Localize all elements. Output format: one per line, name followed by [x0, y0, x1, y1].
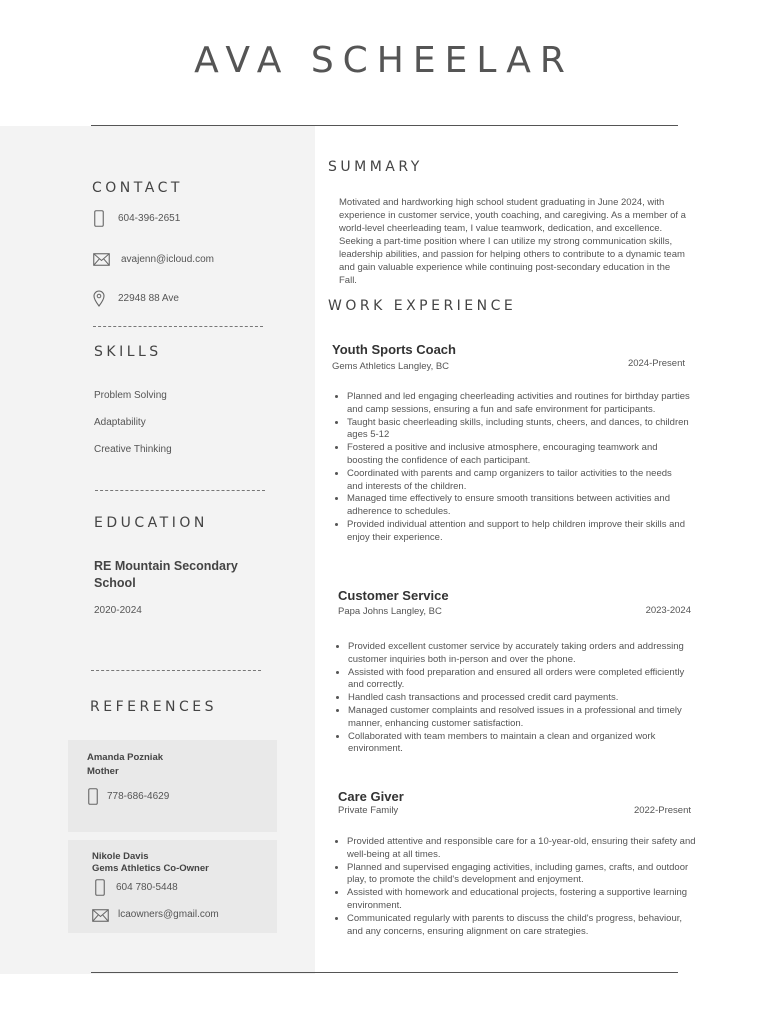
reference-phone[interactable]: 778-686-4629 [107, 791, 170, 802]
job-title: Care Giver [338, 789, 404, 804]
job-bullets [333, 641, 698, 756]
job-title: Youth Sports Coach [332, 342, 456, 357]
list-item: • Taught basic cheerleading skills, including stunts, cheers, and dances, to children ages 5-12 [347, 417, 690, 443]
skills-divider [95, 490, 265, 491]
job-title: Customer Service [338, 588, 449, 603]
list-item: • Assisted with food preparation and ensured all orders were completed efficiently and correctly. [348, 667, 698, 693]
skill-item: Adaptability [94, 417, 146, 428]
reference-role: Gems Athletics Co-Owner [92, 863, 209, 874]
list-item: • Assisted with homework and educational projects, fostering a supportive learning environment. [347, 887, 699, 913]
education-years: 2020-2024 [94, 605, 142, 616]
contact-phone[interactable]: 604-396-2651 [118, 213, 181, 224]
contact-divider [93, 326, 263, 327]
list-item: • Managed time effectively to ensure smooth transitions between activities and adherence to schedules. [347, 493, 690, 519]
resume-name: AVA SCHEELAR [194, 40, 574, 81]
references-heading: REFERENCES [90, 699, 218, 715]
list-item: • Provided attentive and responsible care for a 10-year-old, ensuring their safety and well-being at all times. [347, 836, 699, 862]
list-item: • Managed customer complaints and resolved issues in a professional and timely manner, enhancing customer satisfaction. [348, 705, 698, 731]
job-company: Private Family [338, 805, 399, 816]
list-item: • Fostered a positive and inclusive atmosphere, encouraging teamwork and boosting the confidence of each participant. [347, 442, 690, 468]
work-heading: WORK EXPERIENCE [328, 298, 517, 314]
education-divider [91, 670, 261, 671]
job-company: Papa Johns Langley, BC [338, 606, 442, 617]
summary-heading: SUMMARY [328, 159, 423, 175]
school-line-2: School [94, 576, 136, 590]
list-item: • Coordinated with parents and camp organizers to tailor activities to the needs and interests of the children. [347, 468, 690, 494]
list-item: • Planned and supervised engaging activities, including games, crafts, and outdoor play, to promote the child's development and enjoyment. [347, 862, 699, 888]
reference-name: Nikole Davis [92, 851, 149, 862]
phone-icon [88, 788, 98, 805]
job-dates: 2022-Present [633, 805, 691, 816]
reference-name: Amanda Pozniak [87, 752, 164, 763]
list-item: • Communicated regularly with parents to discuss the child's progress, behaviour, and any concerns, ensuring alignment on care strategies. [347, 913, 699, 939]
skill-item: Creative Thinking [94, 444, 172, 455]
reference-email[interactable]: lcaowners@gmail.com [118, 909, 219, 920]
phone-icon [95, 879, 105, 896]
contact-heading: CONTACT [92, 180, 183, 196]
list-item: • Handled cash transactions and processed credit card payments. [348, 692, 698, 705]
reference-role: Mother [87, 766, 119, 777]
job-dates: 2023-2024 [645, 605, 691, 616]
job-bullets [332, 836, 699, 938]
contact-email[interactable]: avajenn@icloud.com [121, 254, 214, 265]
location-pin-icon [93, 290, 105, 307]
bottom-divider [91, 972, 678, 973]
reference-phone[interactable]: 604 780-5448 [116, 882, 178, 893]
phone-icon [94, 210, 104, 227]
education-heading: EDUCATION [94, 515, 208, 531]
mail-icon [92, 909, 109, 922]
skill-item: Problem Solving [94, 390, 167, 401]
mail-icon [93, 253, 110, 266]
job-bullets [332, 391, 690, 545]
job-dates: 2024-Present [627, 358, 685, 369]
job-company: Gems Athletics Langley, BC [332, 361, 450, 372]
list-item: • Planned and led engaging cheerleading activities and routines for birthday parties and camp sessions, ensuring a fun and safe environment for participants. [347, 391, 690, 417]
skills-heading: SKILLS [94, 344, 162, 360]
list-item: • Provided individual attention and support to help children improve their skills and enjoy their experience. [347, 519, 690, 545]
education-school [94, 558, 238, 592]
list-item: • Collaborated with team members to maintain a clean and organized work environment. [348, 731, 698, 757]
contact-address: 22948 88 Ave [118, 293, 179, 304]
summary-text: Motivated and hardworking high school student graduating in June 2024, with experience in customer service, youth coaching, and caregiving. As a member of a world-level cheerleading team, I value teamwork, dedication, and excellence. Seeking a part-time position where I can utilize my strong communication skills, leadership abilities, and passion for helping others to contribute to a dynamic team and gain valuable experience while continuing post-secondary education in the Fall. [339, 197, 686, 286]
school-line-1: RE Mountain Secondary [94, 559, 238, 573]
list-item: • Provided excellent customer service by accurately taking orders and addressing customer inquiries both in-person and over the phone. [348, 641, 698, 667]
